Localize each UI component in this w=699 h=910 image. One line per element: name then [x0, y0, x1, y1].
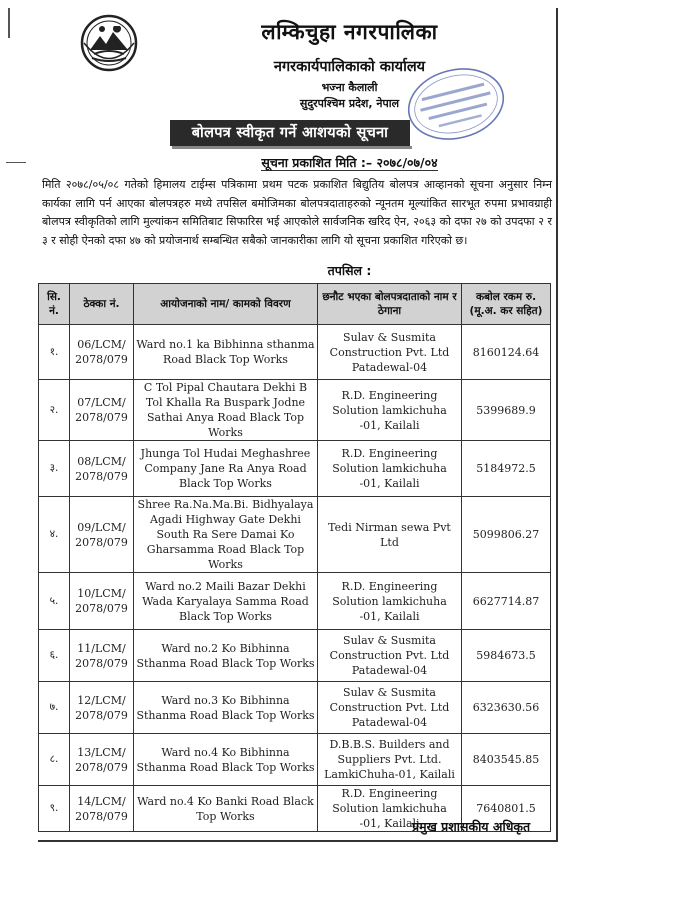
col-header-bidder: छनौट भएका बोलपत्रदाताको नाम र ठेगाना	[318, 284, 462, 325]
row-project: C Tol Pipal Chautara Dekhi B Tol Khalla Ra Buspark Jodne Sathai Anya Road Black Top Works	[134, 380, 318, 441]
row-bidder: R.D. Engineering Solution lamkichuha -01, Kailali	[318, 786, 462, 832]
row-bidder: Sulav & Susmita Construction Pvt. Ltd Patadewal-04	[318, 325, 462, 380]
row-sn: ६.	[39, 630, 70, 682]
table-row	[39, 441, 551, 497]
row-sn: ७.	[39, 682, 70, 734]
row-contract: 06/LCM/ 2078/079	[70, 325, 134, 380]
office-name: नगरकार्यपालिकाको कार्यालय	[273, 59, 426, 75]
row-project: Ward no.2 Maili Bazar Dekhi Wada Karyalaya Samma Road Black Top Works	[134, 573, 318, 630]
row-project: Jhunga Tol Hudai Meghashree Company Jane Ra Anya Road Black Top Works	[134, 441, 318, 497]
notice-body: मिति २०७८/०५/०८ गतेको हिमालय टाईम्स पत्रिकामा प्रथम पटक प्रकाशित बिद्युतिय बोलपत्र आव्हानको सूचना अनुसार निम्न कार्यका लागि पर्न आएका बोलपत्रहरु मध्ये तपसिल बमोजिमका बोलपत्रदाताहरुको न्यूनतम मूल्यांकित सारभूत रुपमा प्रभावग्राही बोलपत्र स्वीकृतिको लागि मुल्यांकन समितिबाट सिफारिस भई आएकोले सार्वजनिक खरिद ऐन, २०६३ को दफा २७ को उपदफा २ र ३ र सोही ऐनको दफा ४७ को प्रयोजनार्थ सम्बन्धित सबैको जानकारीका लागि यो सूचना प्रकाशित गरिएको छ।	[42, 178, 552, 247]
row-contract: 08/LCM/ 2078/079	[70, 441, 134, 497]
row-amount: 8403545.85	[462, 734, 551, 786]
signatory-title: प्रमुख प्रशासकीय अधिकृत	[412, 819, 531, 834]
table-row	[39, 630, 551, 682]
row-contract: 12/LCM/ 2078/079	[70, 682, 134, 734]
table-row	[39, 682, 551, 734]
row-bidder: R.D. Engineering Solution lamkichuha -01, Kailali	[318, 380, 462, 441]
row-contract: 14/LCM/ 2078/079	[70, 786, 134, 832]
row-amount: 5184972.5	[462, 441, 551, 497]
row-bidder: R.D. Engineering Solution lamkichuha -01, Kailali	[318, 573, 462, 630]
col-header-amount: कबोल रकम रु. (मू.अ. कर सहित)	[462, 284, 551, 325]
row-amount: 7640801.5	[462, 786, 551, 832]
row-contract: 07/LCM/ 2078/079	[70, 380, 134, 441]
row-amount: 8160124.64	[462, 325, 551, 380]
row-sn: ३.	[39, 441, 70, 497]
row-project: Ward no.4 Ko Banki Road Black Top Works	[134, 786, 318, 832]
office-stamp-icon	[404, 60, 508, 148]
row-project: Ward no.3 Ko Bibhinna Sthanma Road Black Top Works	[134, 682, 318, 734]
row-bidder: Sulav & Susmita Construction Pvt. Ltd Patadewal-04	[318, 682, 462, 734]
row-bidder: Tedi Nirman sewa Pvt Ltd	[318, 497, 462, 573]
schedule-label: तपसिल :	[327, 263, 372, 278]
row-amount: 6627714.87	[462, 573, 551, 630]
row-contract: 09/LCM/ 2078/079	[70, 497, 134, 573]
published-date: सूचना प्रकाशित मिति :– २०७८/०७/०४	[261, 155, 438, 170]
row-bidder: D.B.B.S. Builders and Suppliers Pvt. Ltd. LamkiChuha-01, Kailali	[318, 734, 462, 786]
row-project: Ward no.4 Ko Bibhinna Sthanma Road Black Top Works	[134, 734, 318, 786]
row-contract: 11/LCM/ 2078/079	[70, 630, 134, 682]
banner-shadow	[172, 146, 412, 149]
table-row	[39, 380, 551, 441]
col-header-sn: सि. नं.	[39, 284, 70, 325]
row-amount: 5399689.9	[462, 380, 551, 441]
table-row	[39, 497, 551, 573]
row-bidder: R.D. Engineering Solution lamkichuha -01, Kailali	[318, 441, 462, 497]
row-sn: २.	[39, 380, 70, 441]
col-header-project: आयोजनाको नाम/ कामको विवरण	[134, 284, 318, 325]
notice-banner: बोलपत्र स्वीकृत गर्ने आशयको सूचना	[170, 120, 410, 146]
office-location: भज्ना कैलाली	[321, 81, 378, 94]
row-amount: 6323630.56	[462, 682, 551, 734]
row-sn: ५.	[39, 573, 70, 630]
table-header-row	[39, 284, 551, 325]
table-row	[39, 573, 551, 630]
col-header-contract: ठेक्का नं.	[70, 284, 134, 325]
row-project: Ward no.2 Ko Bibhinna Sthanma Road Black Top Works	[134, 630, 318, 682]
office-province: सुदुरपश्चिम प्रदेश, नेपाल	[299, 97, 400, 110]
contracts-table	[38, 283, 551, 832]
row-sn: ४.	[39, 497, 70, 573]
table-row	[39, 734, 551, 786]
row-contract: 13/LCM/ 2078/079	[70, 734, 134, 786]
row-amount: 5984673.5	[462, 630, 551, 682]
row-sn: ८.	[39, 734, 70, 786]
row-bidder: Sulav & Susmita Construction Pvt. Ltd Patadewal-04	[318, 630, 462, 682]
row-contract: 10/LCM/ 2078/079	[70, 573, 134, 630]
row-sn: ९.	[39, 786, 70, 832]
row-sn: १.	[39, 325, 70, 380]
row-project: Shree Ra.Na.Ma.Bi. Bidhyalaya Agadi Highway Gate Dekhi South Ra Sere Damai Ko Gharsamma Road Black Top Works	[134, 497, 318, 573]
row-project: Ward no.1 ka Bibhinna sthanma Road Black Top Works	[134, 325, 318, 380]
municipality-title: लम्किचुहा नगरपालिका	[261, 20, 438, 44]
table-row	[39, 325, 551, 380]
row-amount: 5099806.27	[462, 497, 551, 573]
